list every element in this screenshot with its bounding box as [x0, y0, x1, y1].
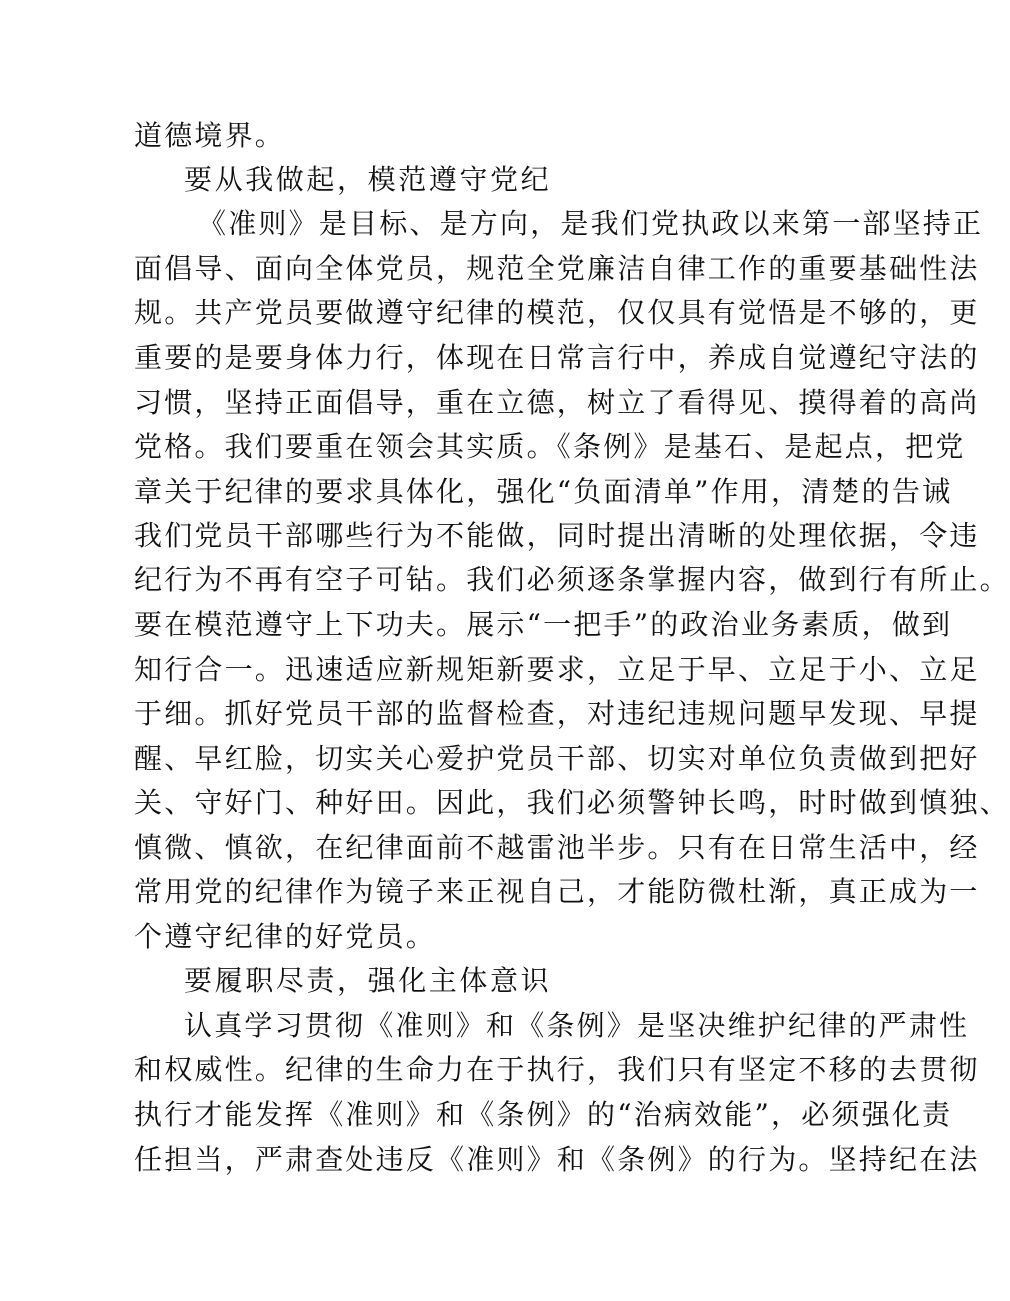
section-heading: 要从我做起，模范遵守党纪	[184, 163, 552, 196]
text-line: 习惯，坚持正面倡导，重在立德，树立了看得见、摸得着的高尚	[134, 386, 980, 419]
paragraph-first-line: 认真学习贯彻《准则》和《条例》是坚决维护纪律的严肃性	[184, 1009, 970, 1042]
text-line: 党格。我们要重在领会其实质。《条例》是基石、是起点，把党	[134, 430, 966, 463]
paragraph-first-line: 《准则》是目标、是方向，是我们党执政以来第一部坚持正	[198, 207, 984, 240]
text-line: 个遵守纪律的好党员。	[134, 920, 437, 953]
text-line: 要在模范遵守上下功夫。展示“一把手”的政治业务素质，做到	[134, 608, 953, 641]
text-line: 面倡导、面向全体党员，规范全党廉洁自律工作的重要基础性法	[134, 252, 980, 285]
section-heading: 要履职尽责，强化主体意识	[184, 964, 552, 997]
text-line: 任担当，严肃查处违反《准则》和《条例》的行为。坚持纪在法	[134, 1143, 980, 1176]
text-line: 重要的是要身体力行，体现在日常言行中，养成自觉遵纪守法的	[134, 341, 980, 374]
text-line: 关、守好门、种好田。因此，我们必须警钟长鸣，时时做到慎独、	[134, 786, 1010, 819]
text-line: 规。共产党员要做遵守纪律的模范，仅仅具有觉悟是不够的，更	[134, 296, 980, 329]
text-line: 章关于纪律的要求具体化，强化“负面清单”作用，清楚的告诫	[134, 475, 953, 508]
text-line: 执行才能发挥《准则》和《条例》的“治病效能”，必须强化责	[134, 1098, 953, 1131]
text-line: 和权威性。纪律的生命力在于执行，我们只有坚定不移的去贯彻	[134, 1053, 980, 1086]
text-line: 于细。抓好党员干部的监督检查，对违纪违规问题早发现、早提	[134, 697, 980, 730]
text-line: 道德境界。	[134, 119, 286, 152]
text-line: 常用党的纪律作为镜子来正视自己，才能防微杜渐，真正成为一	[134, 875, 980, 908]
text-line: 我们党员干部哪些行为不能做，同时提出清晰的处理依据，令违	[134, 519, 980, 552]
text-line: 知行合一。迅速适应新规矩新要求，立足于早、立足于小、立足	[134, 653, 980, 686]
text-line: 慎微、慎欲，在纪律面前不越雷池半步。只有在日常生活中，经	[134, 831, 980, 864]
text-line: 醒、早红脸，切实关心爱护党员干部、切实对单位负责做到把好	[134, 742, 980, 775]
text-line: 纪行为不再有空子可钻。我们必须逐条掌握内容，做到行有所止。	[134, 563, 1010, 596]
